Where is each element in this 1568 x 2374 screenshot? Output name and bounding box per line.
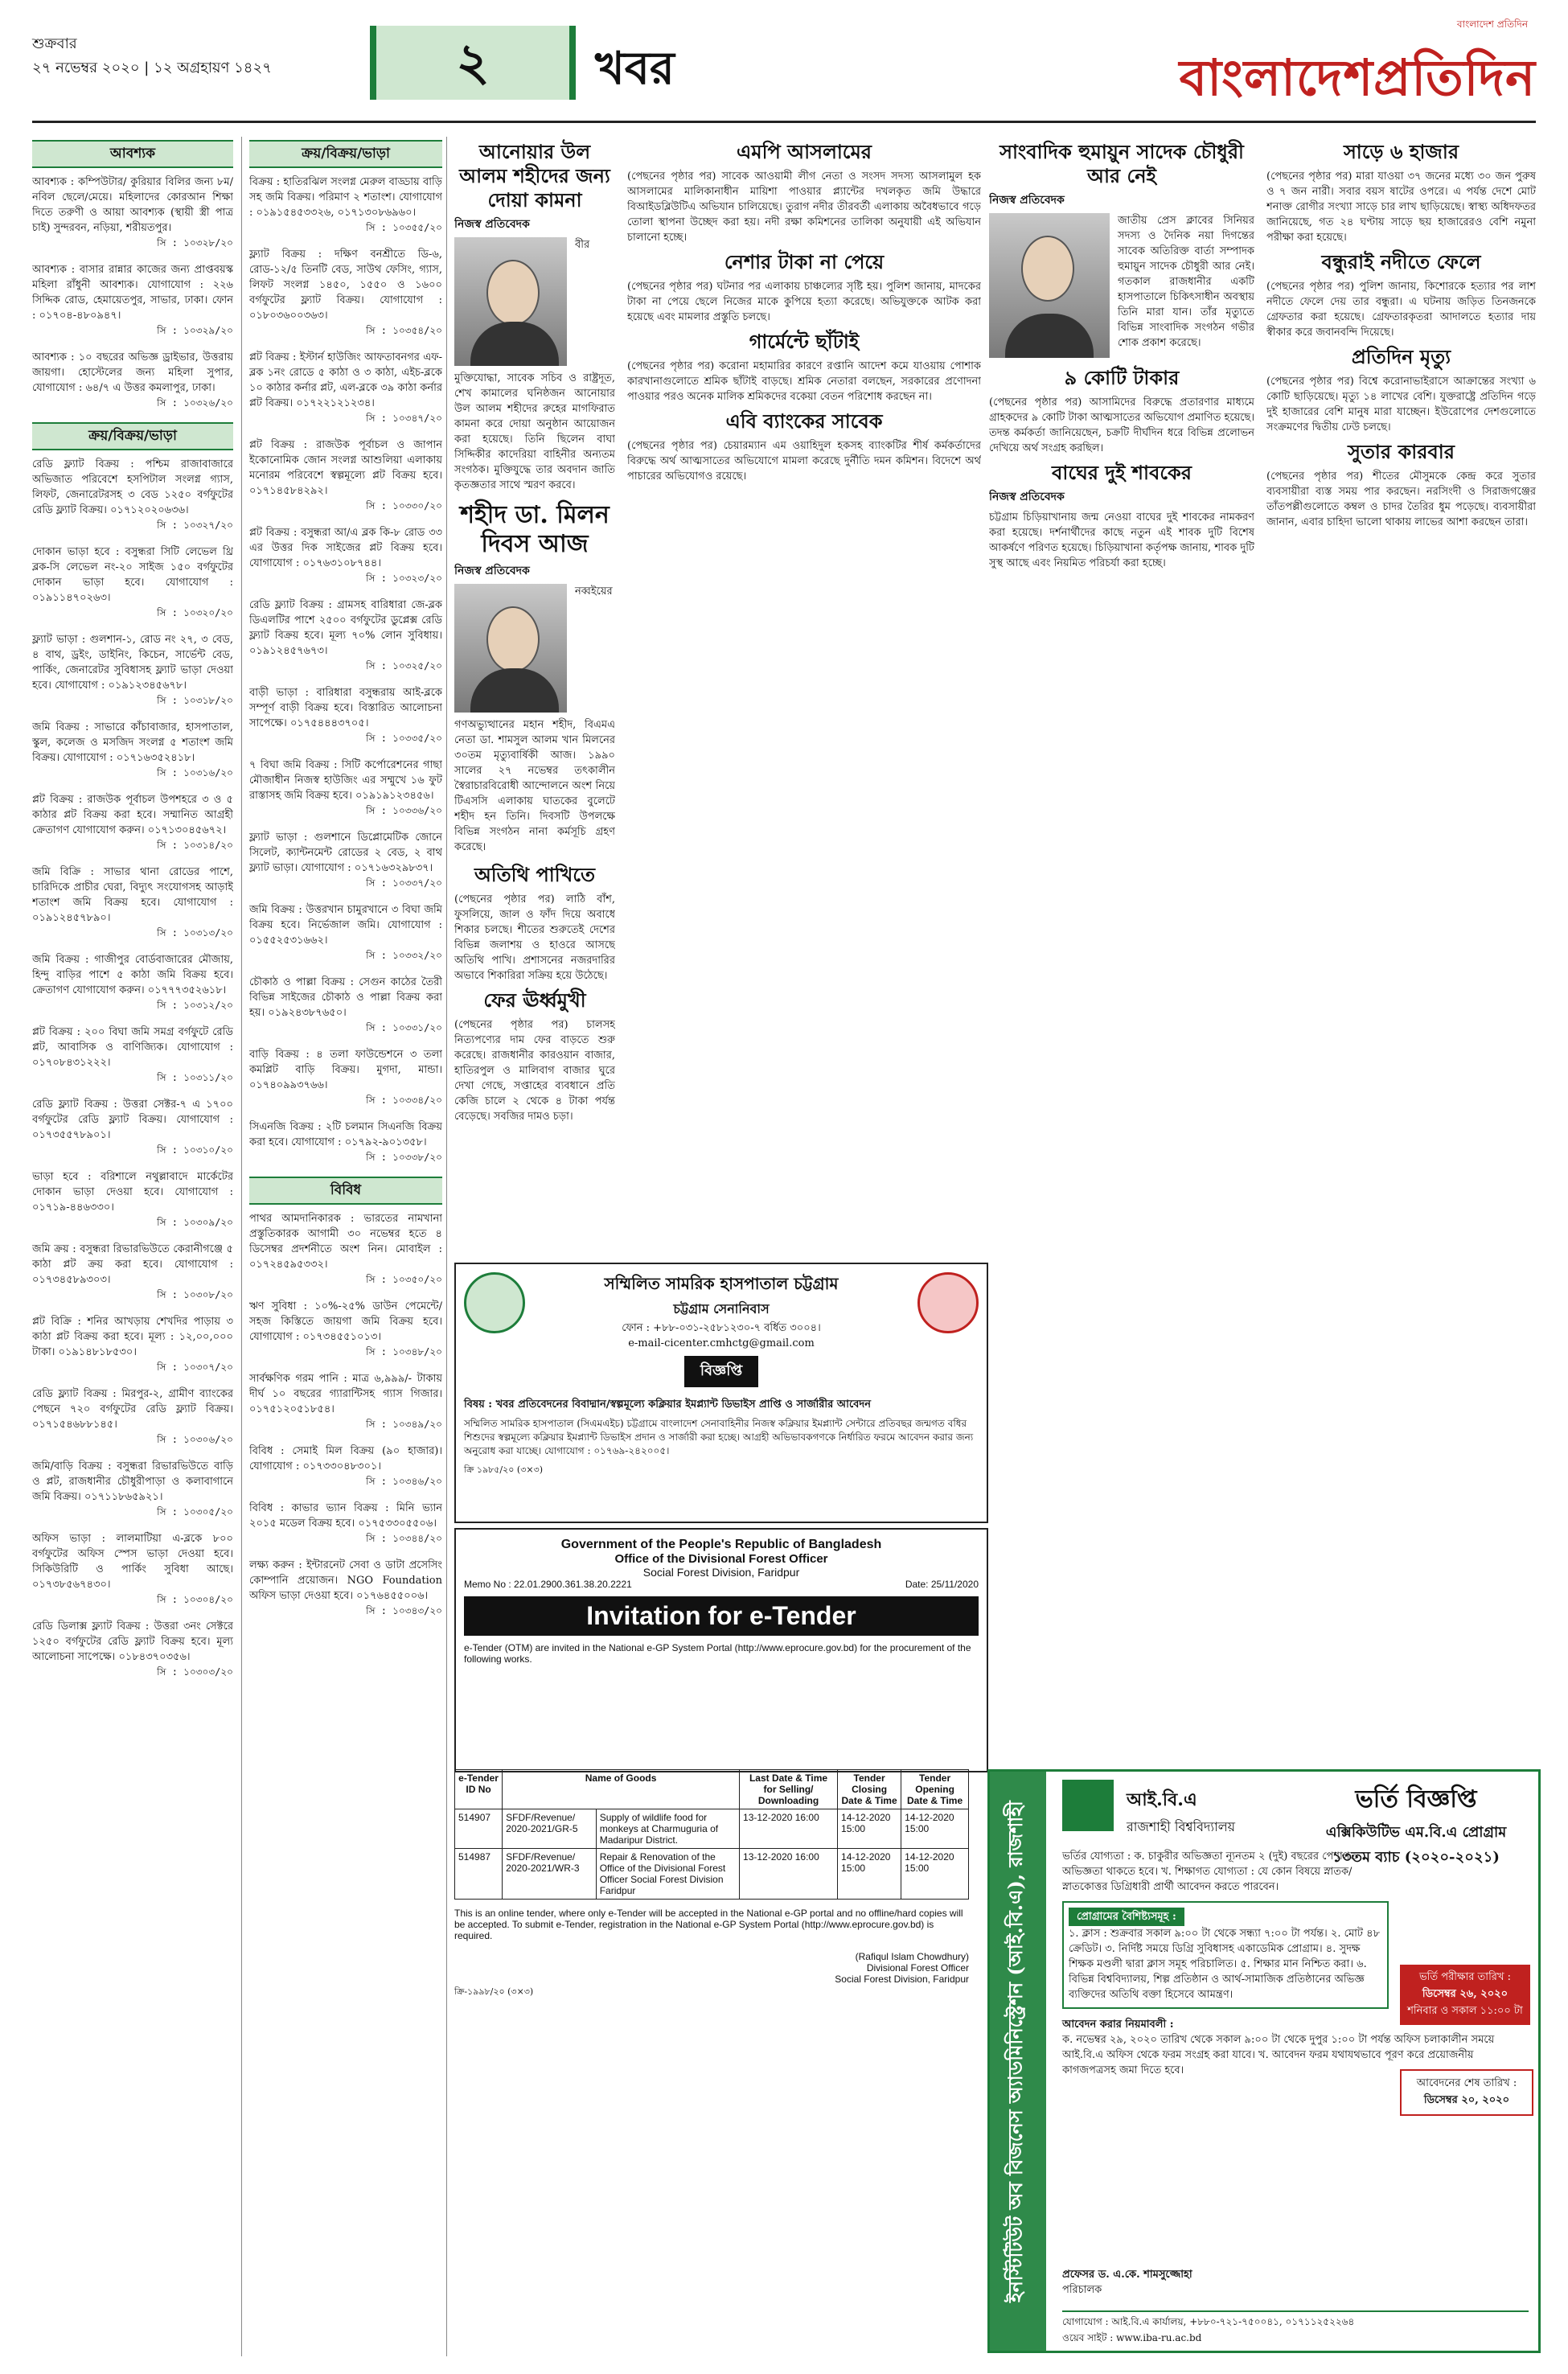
signer-name: (Rafiqul Islam Chowdhury) — [855, 1951, 969, 1962]
headline-milon: শহীদ ডা. মিলন দিবস আজ — [460, 501, 610, 558]
ad-reference: সি : ১০৩২৩/২০ — [366, 573, 442, 584]
table-row — [455, 1849, 969, 1900]
ad-list — [249, 175, 442, 1165]
portrait-photo — [454, 237, 567, 366]
classified-ad — [249, 1299, 442, 1360]
classified-ad — [32, 720, 233, 781]
table-cell: Supply of wildlife food for monkeys at Charmuguria of Madaripur District. — [596, 1809, 739, 1849]
etender-table-area — [454, 1769, 969, 2348]
admission-university: রাজশাহী বিশ্ববিদ্যালয় — [1127, 1819, 1236, 1834]
table-header-cell: Tender Closing Date & Time — [838, 1770, 901, 1809]
classified-ad — [249, 247, 442, 339]
apply-rules: ক. নভেম্বর ২৯, ২০২০ তারিখ থেকে সকাল ৯:০০ টা থেকে দুপুর ১:০০ টা পর্যন্ত অফিস চলাকালীন সময়ে আই.বি.এ অফিস থেকে ফরম সংগ্রহ করা যাবে। খ. আবেদন ফরম যথাযথভাবে পূরণ করে প্রয়োজনীয় কাগজপত্রসহ জমা দিতে হবে। — [1062, 2034, 1495, 2076]
etender-division: Social Forest Division, Faridpur — [642, 1566, 800, 1579]
ad-text: বাড়ি বিক্রয় : ৪ তলা ফাউন্ডেশনে ৩ তলা কমপ্লিট বাড়ি বিক্রয়। মুগদা, মান্ডা। ০১৭৪০৯৯৩৭৬৬। — [249, 1049, 442, 1091]
newspaper-logo — [1134, 18, 1536, 114]
ad-list — [249, 1211, 442, 1619]
ad-reference: সি : ১০৩৫০/২০ — [366, 1274, 442, 1285]
admission-footer — [1062, 2310, 1529, 2351]
exam-date-label: ভর্তি পরীক্ষার তারিখ : — [1418, 1971, 1511, 1983]
article-body: (পেছনের পৃষ্ঠার পর) ঘটনার পর এলাকায় চাঞ্চল্যের সৃষ্টি হয়। পুলিশ জানায়, মাদকের টাকা না পেয়ে ছেলে নিজের মাকে কুপিয়ে হত্যা করেছে। অভিযুক্তকে আটক করা হয়েছে এবং মামলার প্রস্তুতি চলছে। — [627, 281, 981, 323]
ad-text: রেডি ফ্ল্যাট বিক্রয় : পশ্চিম রাজাবাজারে অভিজাত পরিবেশে হসপিটাল সংলগ্ন গ্যাস, লিফট, জেনারেটরসহ ৩ বেড ১২৫০ বর্গফুটের রেডি ফ্ল্যাট বিক্রয়। ০১৭১২০২০৬৩৬। — [32, 458, 233, 516]
ad-text: রেডি ফ্ল্যাট বিক্রয় : গ্রামসহ বারিধারা জে-ব্লক ডিএলটির পাশে ২৫০০ বর্গফুটের ডুপ্লেক্স রেডি ফ্ল্যাট বিক্রয় হবে। মূল্য ৭০% লোন সুবিধায়। ০১৯১২৪৫৭৬৭৩। — [249, 599, 442, 657]
table-cell: Repair & Renovation of the Office of the Divisional Forest Officer Social Forest Division Faridpur — [596, 1849, 739, 1900]
ad-reference: সি : ১০৩৪৩/২০ — [366, 1605, 442, 1616]
classified-ad — [249, 975, 442, 1036]
byline: নিজস্ব প্রতিবেদক — [454, 218, 530, 231]
classified-ad — [249, 525, 442, 586]
ad-reference: সি : ১০৩২৯/২০ — [157, 325, 233, 336]
classified-ad — [32, 350, 233, 411]
ad-text: জমি ক্রয় : বসুন্ধরা রিভারভিউতে কেরানীগঞ্জে ৫ কাঠা প্লট ক্রয় করা হবে। যোগাযোগ : ০১৭৩৪৫৮৯৩০৩। — [32, 1243, 233, 1286]
ad-text: দোকান ভাড়া হবে : বসুন্ধরা সিটি লেভেল থ্রি ব্লক-সি লেভেল নং-২০ সাইজ ১৫০ বর্গফুটের দোকান ভাড়া হবে। যোগাযোগ : ০১৯১১৪৭০২৬৩। — [32, 546, 233, 604]
masthead-divider — [32, 121, 1536, 123]
ad-reference: সি : ১০৩৩৫/২০ — [366, 733, 442, 744]
classified-ad — [32, 457, 233, 533]
table-header-cell: Last Date & Time for Selling/ Downloading — [740, 1770, 838, 1809]
ad-reference: সি : ১০৩৩৮/২০ — [366, 1152, 442, 1163]
admission-title: ভর্তি বিজ্ঞপ্তি — [1355, 1785, 1477, 1813]
article-body: জাতীয় প্রেস ক্লাবের সিনিয়র সদস্য ও দৈনিক নয়া দিগন্তের সাবেক অতিরিক্ত বার্তা সম্পাদক হুমায়ুন সাদেক চৌধুরী আর নেই। গতকাল রাজধানীর একটি হাসপাতালে চিকিৎসাধীন অবস্থায় তিনি মারা যান। তাঁর মৃত্যুতে বিভিন্ন সাংবাদিক সংগঠন গভীর শোক প্রকাশ করেছে। — [1118, 215, 1254, 349]
headline-shitkal: অতিথি পাখিতে — [474, 863, 595, 886]
ad-text: রেডি ডিলাক্স ফ্ল্যাট বিক্রয় : উত্তরা ৩নং সেক্টরে ১২৫০ বর্গফুটের রেডি ফ্ল্যাট বিক্রয় হবে। মূল্য আলোচনা সাপেক্ষে। ০১৮৪৩৭০৩৫৬। — [32, 1620, 233, 1663]
classifieds-column-2 — [249, 137, 442, 2356]
ad-reference: সি : ১০৩৩০/২০ — [366, 500, 442, 511]
etender-memo: Memo No : 22.01.2900.361.38.20.2221 — [464, 1579, 632, 1590]
iba-logo-icon — [1062, 1780, 1114, 1831]
ad-text: আবশ্যক : ১০ বছরের অভিজ্ঞ ড্রাইভার, উত্তরায় জায়গা। হোস্টেলের জন্য মহিলা সুপার, যোগাযোগ : ৬৪/৭ এ উত্তর কমলাপুর, ঢাকা। — [32, 351, 233, 394]
etender-table — [454, 1769, 969, 1900]
ad-text: প্লট বিক্রয় : রাজউক পূর্বাচল ও জাপান ইকোনোমিক জোন সংলগ্ন আশুলিয়া এলাকায় মনোরম পরিবেশে স্বল্পমূল্যে প্লট বিক্রয় হবে। ০১৭১৪৫৮৪২৯২। — [249, 439, 442, 497]
page-number: ২ — [370, 26, 576, 100]
ad-reference: সি : ১০৩০৪/২০ — [157, 1594, 233, 1605]
portrait-photo — [454, 584, 567, 713]
classified-ad — [32, 1386, 233, 1448]
classified-ad — [249, 830, 442, 891]
etender-title: Invitation for e-Tender — [464, 1596, 979, 1636]
news-column-a — [454, 137, 615, 1375]
admission-web: ওয়েব সাইট : www.iba-ru.ac.bd — [1062, 2332, 1202, 2343]
table-cell: 514907 — [455, 1809, 503, 1849]
classified-ad — [32, 175, 233, 251]
etender-ref: ক্রি-১৯৯৮/২০ (৩×৩) — [454, 1986, 534, 1997]
category-heading: ক্রয়/বিক্রয়/ভাড়া — [32, 422, 233, 450]
ad-text: পাথর আমদানিকারক : ভারতের নামখানা প্রস্তুতিকারক আগামী ৩০ নভেম্বর হতে ৪ ডিসেম্বর প্রদর্শনীতে অংশ নিন। মোবাইল : ০১৭২৪৫৯৫৩৩২। — [249, 1213, 442, 1271]
article-body: বীর মুক্তিযোদ্ধা, সাবেক সচিব ও রাষ্ট্রদূত, শেখ কামালের ঘনিষ্ঠজন আনোয়ার উল আলম শহীদের রুহের মাগফিরাত কামনা করে দোয়া অনুষ্ঠান আয়োজন করা হয়েছে। তিনি ছিলেন বাঘা সিদ্দিকীর কাদেরিয়া বাহিনীর অন্যতম সংগঠক। মুক্তিযুদ্ধে তার অবদান জাতি কৃতজ্ঞতার সাথে স্মরণ করবে। — [454, 239, 615, 491]
ad-text: প্লট বিক্রি : শনির আখড়ায় শেখদির পাড়ায় ৩ কাঠা প্লট বিক্রয় করা হবে। মূল্য : ১২,০০,০০০ টাকা। ০১৯১৪৮১৮৫৩০। — [32, 1316, 233, 1358]
classified-ad — [32, 792, 233, 853]
director-name: প্রফেসর ড. এ.কে. শামসুজ্জোহা — [1062, 2269, 1192, 2281]
ad-reference: সি : ১০৩১০/২০ — [157, 1144, 233, 1156]
table-header-cell: e-Tender ID No — [455, 1770, 503, 1809]
ad-text: সিএনজি বিক্রয় : ২টি চলমান সিএনজি বিক্রয় করা হবে। যোগাযোগ : ০১৭৯২-৯০১৩৫৮। — [249, 1121, 442, 1148]
classified-ad — [249, 685, 442, 746]
ad-text: বিক্রয় : হাতিরঝিল সংলগ্ন মেরুল বাড্ডায় বাড়ি সহ জমি বিক্রয়। পরিমাণ ২ শতাংশ। যোগাযোগ : ০১৯১৫৪৫৩৩২৬, ০১৭১৩০৮৬৯৬০। — [249, 176, 442, 219]
table-row — [455, 1809, 969, 1849]
ad-reference: সি : ১০৩৩১/২০ — [366, 1022, 442, 1033]
ad-reference: সি : ১০৩৫৪/২০ — [366, 325, 442, 336]
sidebar-text: ইনস্টিটিউট অব বিজনেস অ্যাডমিনিস্ট্রেশন (আই.বি.এ), রাজশাহী — [1004, 1801, 1027, 2302]
etender-notice — [454, 1528, 988, 1772]
classified-ad — [32, 262, 233, 339]
article-body: (পেছনের পৃষ্ঠার পর) চালসহ নিত্যপণ্যের দাম ফের বাড়তে শুরু করেছে। রাজধানীর কারওয়ান বাজার, হাতিরপুল ও মালিবাগ বাজার ঘুরে দেখা গেছে, সপ্তাহের ব্যবধানে প্রতি কেজি চালে ২ থেকে ৪ টাকা পর্যন্ত বেড়েছে। সবজির দামও চড়া। — [454, 1019, 615, 1123]
ad-reference: সি : ১০৩৪৮/২০ — [366, 1346, 442, 1357]
classifieds-column-1 — [32, 137, 233, 2356]
features-list: ১. ক্লাস : শুক্রবার সকাল ৯:০০ টা থেকে সন্ধ্যা ৭:০০ টা পর্যন্ত। ২. মোট ৪৮ ক্রেডিট। ৩. নির্দিষ্ট সময়ে ডিগ্রি সুবিধাসহ একাডেমিক প্রোগ্রাম। ৪. সুদক্ষ শিক্ষক মণ্ডলী দ্বারা ক্লাস সমূহ পরিচালিত। ৫. শিক্ষার মান নিশ্চিত করা। ৬. বিভিন্ন বিশ্ববিদ্যালয়, শিল্প প্রতিষ্ঠান ও আর্থ-সামাজিক প্রতিষ্ঠানের অভিজ্ঞ ব্যক্তিদের অতিথি বক্তা হিসেবে আমন্ত্রণ। — [1069, 1928, 1381, 2001]
headline-protidin: প্রতিদিন মৃত্যু — [1351, 345, 1451, 368]
classified-ad — [249, 902, 442, 963]
army-emblem-icon — [464, 1272, 525, 1333]
logo-wordmark: বাংলাদেশপ্রতিদিন — [1179, 48, 1536, 107]
classified-ad — [32, 1097, 233, 1158]
article-body: নব্বইয়ের গণঅভ্যুত্থানের মহান শহীদ, বিএমএ নেতা ডা. শামসুল আলম খান মিলনের ৩০তম মৃত্যুবার্ষিকী আজ। ১৯৯০ সালের ২৭ নভেম্বর তৎকালীন স্বৈরাচারবিরোধী আন্দোলনে অংশ নিয়ে টিএসসি এলাকায় ঘাতকের বুলেটে শহীদ হন তিনি। দিবসটি উপলক্ষে বিভিন্ন সংগঠন নানা কর্মসূচি গ্রহণ করেছে। — [454, 585, 615, 853]
ad-text: জমি/বাড়ি বিক্রয় : বসুন্ধরা রিভারভিউতে বাড়ি ও প্লট, রাজধানীর চৌধুরীপাড়া ও কলাবাগানে জমি বিক্রয়। ০১৭১১৮৬৫৯২১। — [32, 1460, 233, 1503]
admission-notice — [987, 1769, 1541, 2353]
notice-body: সম্মিলিত সামরিক হাসপাতাল (সিএমএইচ) চট্টগ্রামে বাংলাদেশ সেনাবাহিনীর নিজস্ব কক্লিয়ার ইমপ্ল্যান্ট সেন্টারে প্রতিবছর জন্মগত বধির শিশুদের স্বল্পমূল্যে কক্লিয়ার ইমপ্ল্যান্ট ডিভাইস প্রদান ও সার্জারী করা হচ্ছে। আগ্রহী অভিভাবকগণকে নির্ধারিত ফরমে আবেদন করার জন্য অনুরোধ করা যাচ্ছে। যোগাযোগ : ০১৭৬৯-২৪২০০৫। — [464, 1418, 974, 1456]
exam-date-box — [1400, 1965, 1530, 2025]
admission-eligibility: ভর্তির যোগ্যতা : ক. চাকুরীর অভিজ্ঞতা ন্যূনতম ২ (দুই) বছরের পেশাগত অভিজ্ঞতা থাকতে হবে। খ. শিক্ষাগত যোগ্যতা : যে কোন বিষয়ে স্নাতক/স্নাতকোত্তর ডিগ্রিধারী প্রার্থী আবেদন করতে পারবেন। — [1062, 1850, 1358, 1893]
ad-reference: সি : ১০৩৪৪/২০ — [366, 1533, 442, 1544]
ad-reference: সি : ১০৩১৩/২০ — [157, 927, 233, 939]
table-cell: 13-12-2020 16:00 — [740, 1849, 838, 1900]
table-cell: 514987 — [455, 1849, 503, 1900]
ad-text: জমি বিক্রয় : উত্তরখান চামুরখানে ৩ বিঘা জমি বিক্রয় হবে। নির্ভেজাল জমি। যোগাযোগ : ০১৫৫২৫৩১৬৬২। — [249, 904, 442, 947]
admission-sidebar — [990, 1772, 1046, 2351]
table-cell: 14-12-2020 15:00 — [838, 1849, 901, 1900]
ad-reference: সি : ১০৩০৯/২০ — [157, 1217, 233, 1228]
news-column-b — [627, 137, 981, 1375]
ad-text: প্লট বিক্রয় : রাজউক পূর্বাচল উপশহরে ৩ ও ৫ কাঠার প্লট বিক্রয় করা হবে। সম্মানিত আগ্রহী ক্রেতাগণ যোগাযোগ করুন। ০১৭১৩০৪৫৬৭২। — [32, 794, 233, 836]
section-title: খবর — [595, 42, 675, 95]
ad-reference: সি : ১০৩০৫/২০ — [157, 1506, 233, 1518]
admission-contact: যোগাযোগ : আই.বি.এ কার্যালয়, +৮৮০-৭২১-৭৫০০৪১, ০১৭১১২৫২২৬৪ — [1062, 2316, 1355, 2327]
classified-ad — [249, 758, 442, 819]
ad-text: আবশ্যক : কম্পিউটার/ কুরিয়ার বিলির জন্য ৮ম/নবিল ছেলে/মেয়ে। মহিলাদের কোরআন শিক্ষা দিতে তরুণী ও আয়া আবশ্যক (স্থায়ী স্ত্রী পাত্র চাই) সুন্দরবন, নড়িয়া, শরীয়তপুর। — [32, 176, 233, 234]
ad-text: রেডি ফ্ল্যাট বিক্রয় : মিরপুর-২, গ্রামীণ ব্যাংকের পেছনে ৭২০ বর্গফুটের রেডি ফ্ল্যাট বিক্রয়। ০১৭১৫৪৬৮৮১৪৫। — [32, 1388, 233, 1431]
classified-ad — [249, 1558, 442, 1619]
classified-ad — [249, 1119, 442, 1165]
byline: নিজস্ব প্রতিবেদক — [989, 194, 1065, 207]
ad-text: প্লট বিক্রয় : ২০০ বিঘা জমি সমগ্র বর্গফুটে রেডি প্লট, আবাসিক ও বাণিজ্যিক। যোগাযোগ : ০১৭০৮৪৩১২২২। — [32, 1026, 233, 1069]
ad-reference: সি : ১০৩৪৯/২০ — [366, 1419, 442, 1430]
classified-ad — [32, 544, 233, 621]
headline-bagh: বাঘের দুই শাবকের — [1052, 461, 1192, 484]
ad-text: সার্বক্ষণিক গরম পানি : মাত্র ৬,৯৯৯/- টাকায় দীর্ঘ ১০ বছরের গ্যারান্টিসহ গ্যাস গিজার। ০১৭৫১২০৫১৮৫৪। — [249, 1373, 442, 1415]
category-heading: আবশ্যক — [32, 140, 233, 168]
article-body: চট্টগ্রাম চিড়িয়াখানায় জন্ম নেওয়া বাঘের দুই শাবকের নামকরণ করা হয়েছে। দর্শনার্থীদের কাছে নতুন এই শাবক দুটি বিশেষ আকর্ষণে পরিণত হয়েছে। চিড়িয়াখানা কর্তৃপক্ষ জানায়, শাবক দুটি সুস্থ আছে এবং নিয়মিত পরিচর্যা করা হচ্ছে। — [989, 511, 1254, 569]
hospital-emblem-icon — [917, 1272, 979, 1333]
weekday: শুক্রবার — [32, 35, 77, 52]
classified-ad — [249, 1501, 442, 1546]
admission-batch: ১৩তম ব্যাচ (২০২০-২০২১) — [1332, 1849, 1500, 1866]
headline-obit: আনোয়ার উল আলম শহীদের জন্য দোয়া কামনা — [459, 140, 610, 212]
apply-label: আবেদন করার নিয়মাবলী : — [1062, 2019, 1174, 2031]
notice-org2: চট্টগ্রাম সেনানিবাস — [673, 1301, 770, 1316]
table-cell: 14-12-2020 15:00 — [838, 1809, 901, 1849]
notice-phone: ফোন : +৮৮-০৩১-২৫৮১২৩০-৭ বর্ধিত ৩০০৪। — [622, 1322, 821, 1334]
article-body: (পেছনের পৃষ্ঠার পর) শীতের মৌসুমকে কেন্দ্র করে সুতার ব্যবসায়ীরা ব্যস্ত সময় পার করছেন। নরসিংদী ও সিরাজগঞ্জের তাঁতপল্লীগুলোতে কম্বল ও চাদর তৈরির ধুম পড়েছে। ব্যবসায়ীরা জানান, এবার চাহিদা ভালো থাকায় লাভের আশা করছেন তারা। — [1266, 470, 1536, 528]
ad-text: জমি বিক্রয় : সাভারে কাঁচাবাজার, হাসপাতাল, স্কুল, কলেজ ও মসজিদ সংলগ্ন ৫ শতাংশ জমি বিক্রয়। যোগাযোগ : ০১৭১৬৩৫২৪১৮। — [32, 721, 233, 764]
ad-text: বিবিধ : সেমাই মিল বিক্রয় (৯০ হাজার)। যোগাযোগ : ০১৭৩৩০৪৮৩০১। — [249, 1445, 442, 1472]
notice-email: e-mail-cicenter.cmhctg@gmail.com — [628, 1337, 815, 1349]
portrait-photo — [989, 213, 1110, 358]
date: ২৭ নভেম্বর ২০২০ | ১২ অগ্রহায়ণ ১৪২৭ — [32, 60, 272, 76]
table-cell: 14-12-2020 15:00 — [901, 1849, 969, 1900]
article-body: (পেছনের পৃষ্ঠার পর) পুলিশ জানায়, কিশোরকে হত্যার পর লাশ নদীতে ফেলে দেয় তার বন্ধুরা। এ ঘটনায় জড়িত তিনজনকে গ্রেফতার করা হয়েছে। গ্রেফতারকৃতরা আদালতে হত্যার দায় স্বীকার করে জবানবন্দি দিয়েছে। — [1266, 281, 1536, 339]
admission-program: এক্সিকিউটিভ এম.বি.এ প্রোগ্রাম — [1325, 1824, 1507, 1841]
article-body: (পেছনের পৃষ্ঠার পর) করোনা মহামারির কারণে রপ্তানি আদেশ কমে যাওয়ায় পোশাক কারখানাগুলোতে শ্রমিক ছাঁটাই বাড়ছে। শ্রমিক নেতারা বলছেন, সরকারের প্রণোদনা পাওয়ার পরও অনেক মালিক শ্রমিকদের বকেয়া বেতন পরিশোধ করছেন না। — [627, 360, 981, 403]
ad-reference: সি : ১০৩৪৬/২০ — [366, 1476, 442, 1487]
ad-text: বাড়ী ভাড়া : বারিধারা বসুন্ধরায় আই-ব্লকে সম্পূর্ণ বাড়ী বিক্রয় হবে। বিস্তারিত আলোচনা সাপেক্ষে। ০১৭৫৪৪৪৩৭০৫। — [249, 687, 442, 729]
ad-list — [32, 175, 233, 411]
ad-text: জমি বিক্রয় : গাজীপুর বোর্ডবাজারের মৌজায়, হিন্দু বাড়ির পাশে ৫ কাঠা জমি বিক্রয় হবে। ক্রেতাগণ যোগাযোগ করুন। ০১৭৭৭৩৫২৬১৮। — [32, 954, 233, 996]
features-label: প্রোগ্রামের বৈশিষ্ট্যসমূহ : — [1069, 1908, 1184, 1926]
table-cell: SFDF/Revenue/ 2020-2021/GR-5 — [503, 1809, 597, 1849]
headline-mp: এমপি আসলামের — [737, 140, 872, 163]
ad-reference: সি : ১০৩২৭/২০ — [157, 520, 233, 531]
classified-ad — [249, 1371, 442, 1432]
notice-org: সম্মিলিত সামরিক হাসপাতাল চট্টগ্রাম — [604, 1274, 839, 1293]
table-header-cell: Name of Goods — [503, 1770, 740, 1809]
exam-date-value: ডিসেম্বর ২৬, ২০২০ — [1422, 1988, 1508, 2000]
classified-ad — [32, 1169, 233, 1230]
etender-footer: This is an online tender, where only e-Tender will be accepted in the National e-GP portal and no offline/hard copies will be accepted. To submit e-Tender, registration in the National e-GP System Portal (http://www.eprocure.gov.bd) is required. — [454, 1908, 963, 1941]
admission-org: আই.বি.এ — [1127, 1789, 1197, 1810]
ad-list — [32, 457, 233, 1680]
article-body: (পেছনের পৃষ্ঠার পর) চেয়ারম্যান এম ওয়াহিদুল হকসহ ব্যাংকটির শীর্ষ কর্মকর্তাদের বিরুদ্ধে অর্থ আত্মসাতের অভিযোগে মামলা করেছে দুর্নীতি দমন কমিশন। বিদেশে অর্থ পাচারের অভিযোগও রয়েছে। — [627, 440, 981, 483]
ad-text: প্লট বিক্রয় : বসুন্ধরা আ/এ ব্লক কি-৮ রোড ৩৩ এর উত্তর দিক সাইজের প্লট বিক্রয় হবে। যোগাযোগ : ০১৭৬৩১০৮৭৪৪। — [249, 527, 442, 569]
ad-text: ৭ বিঘা জমি বিক্রয় : সিটি কর্পোরেশনের গাছা মৌজাধীন নিজস্ব হাউজিং এর সম্মুখে ১৬ ফুট রাস্তাসহ জমি বিক্রয় হবে। ০১৯১৯১২৩৪৫৬। — [249, 759, 442, 802]
ad-text: অফিস ভাড়া : লালমাটিয়া এ-ব্লকে ৮০০ বর্গফুটের অফিস স্পেস ভাড়া দেওয়া হবে। সিকিউরিটি ও পার্কিং সুবিধা আছে। ০১৭৩৮৫৬৭৪৩০। — [32, 1533, 233, 1591]
exam-date-time: শনিবার ও সকাল ১১:০০ টা — [1407, 2005, 1523, 2017]
ad-reference: সি : ১০৩০৭/২০ — [157, 1362, 233, 1373]
classified-ad — [32, 632, 233, 709]
article-body: (পেছনের পৃষ্ঠার পর) মারা যাওয়া ৩৭ জনের মধ্যে ৩০ জন পুরুষ ও ৭ জন নারী। সবার বয়স ষাটের ওপরে। এ পর্যন্ত দেশে মোট শনাক্ত রোগীর সংখ্যা সাড়ে চার লাখ ছাড়িয়েছে। স্বাস্থ্য অধিদফতর জানিয়েছে, গত ২৪ ঘণ্টায় সাড়ে ছয় হাজারেরও বেশি নমুনা পরীক্ষা করা হয়েছে। — [1266, 170, 1536, 244]
classified-ad — [32, 1619, 233, 1680]
headline-bondi: বন্ধুরাই নদীতে ফেলে — [1321, 250, 1481, 273]
news-column-d — [1266, 137, 1536, 1761]
classified-ad — [32, 1531, 233, 1608]
article-body: (পেছনের পৃষ্ঠার পর) সাবেক আওয়ামী লীগ নেতা ও সংসদ সদস্য আসলামুল হক আসলামের মালিকানাধীন মায়িশা পাওয়ার প্ল্যান্টের দখলকৃত জমি উদ্ধারে বিআইডব্লিউটিএ অভিযান চালিয়েছে। তুরাগ নদীর তীরবর্তী এলাকায় অবৈধভাবে গড়ে তোলা স্থাপনা উচ্ছেদ করা হয়। নদী রক্ষা কমিশনের তালিকা অনুযায়ী এই অভিযান চালানো হচ্ছে। — [627, 170, 981, 244]
column-divider — [241, 137, 242, 2356]
ad-reference: সি : ১০৩৩৪/২০ — [366, 1095, 442, 1106]
deadline-label: আবেদনের শেষ তারিখ : — [1416, 2077, 1517, 2089]
ad-reference: সি : ১০৩২০/২০ — [157, 607, 233, 618]
deadline-value: ডিসেম্বর ২০, ২০২০ — [1423, 2094, 1510, 2106]
classified-ad — [249, 1211, 442, 1288]
headline-garments: গার্মেন্টে ছাঁটাই — [749, 330, 860, 353]
classified-ad — [32, 1459, 233, 1520]
category-heading: ক্রয়/বিক্রয়/ভাড়া — [249, 140, 442, 168]
headline-sare6: সাড়ে ৬ হাজার — [1343, 140, 1459, 163]
ad-reference: সি : ১০৩২৬/২০ — [157, 397, 233, 409]
article-body: (পেছনের পৃষ্ঠার পর) লাঠি বাঁশ, ফুসলিয়ে, জাল ও ফাঁদ দিয়ে অবাধে শিকার চলছে। শীতের শুরুতেই দেশের বিভিন্ন জলাশয় ও হাওরে আসছে অতিথি পাখি। প্রশাসনের নজরদারির অভাবে শিকারিরা সক্রিয় হয়ে উঠেছে। — [454, 893, 615, 982]
ad-reference: সি : ১০৩৫৫/২০ — [366, 222, 442, 233]
ad-text: লক্ষ্য করুন : ইন্টারনেট সেবা ও ডাটা প্রসেসিং কোম্পানি প্রয়োজন। NGO Foundation অফিস ভাড়া দেওয়া হবে। ০১৭৬৪৫৫০০৬। — [249, 1559, 442, 1602]
byline: নিজস্ব প্রতিবেদক — [454, 565, 530, 577]
ad-reference: সি : ১০৩৩৬/২০ — [366, 805, 442, 816]
table-cell: SFDF/Revenue/ 2020-2021/WR-3 — [503, 1849, 597, 1900]
logo-tagline: বাংলাদেশ প্রতিদিন — [1456, 18, 1528, 30]
ad-reference: সি : ১০৩১১/২০ — [157, 1072, 233, 1083]
headline-nesha: নেশার টাকা না পেয়ে — [724, 250, 885, 273]
notice-subject: বিষয় : খবর প্রতিবেদনের বিবাদ্মান/স্বল্পমূল্যে কক্লিয়ার ইমপ্ল্যান্ট ডিভাইস প্রাপ্তি ও সার্জারীর আবেদন — [464, 1399, 871, 1411]
classified-ad — [32, 1242, 233, 1303]
byline: নিজস্ব প্রতিবেদক — [989, 491, 1065, 503]
classified-ad — [249, 598, 442, 674]
ad-reference: সি : ১০৩৩২/২০ — [366, 950, 442, 961]
ad-text: রেডি ফ্ল্যাট বিক্রয় : উত্তরা সেক্টর-৭ এ ১৭০০ বর্গফুটের রেডি ফ্ল্যাট বিক্রয়। যোগাযোগ : ০১৭৩৫৫৭৮৯০১। — [32, 1099, 233, 1141]
cmh-notice — [454, 1263, 988, 1523]
classified-ad — [249, 1047, 442, 1108]
signer-office: Social Forest Division, Faridpur — [835, 1974, 969, 1985]
classified-ad — [249, 175, 442, 236]
ad-text: ফ্ল্যাট বিক্রয় : দক্ষিণ বনশ্রীতে ডি-৬, রোড-১২/৫ তিনটি বেড, সাউথ ফেসিং, গ্যাস, লিফট সংলগ্ন ১৪৫০, ১৫৫০ ও ১৬০০ বর্গফুটের ফ্ল্যাট বিক্রয়। যোগাযোগ : ০১৮০৩৬০০৩৬৩। — [249, 248, 442, 322]
ad-reference: সি : ১০৩০৬/২০ — [157, 1434, 233, 1445]
table-cell: 13-12-2020 16:00 — [740, 1809, 838, 1849]
headline-suta: সুতার কারবার — [1348, 440, 1455, 463]
ad-text: ভাড়া হবে : বরিশালে নথুল্লাবাদে মার্কেটের দোকান ভাড়া দেওয়া হবে। যোগাযোগ : ০১৭১৯-৪৪৬৩৩০। — [32, 1171, 233, 1214]
ad-text: জমি বিক্রি : সাভার থানা রোডের পাশে, চারিদিকে প্রাচীর ঘেরা, বিদ্যুৎ সংযোগসহ আড়াই শতাংশ জমি বিক্রয় হবে। যোগাযোগ : ০১৯১২৪৫৭৮৯০। — [32, 866, 233, 924]
table-cell: 14-12-2020 15:00 — [901, 1809, 969, 1849]
ad-reference: সি : ১০৩৪৭/২০ — [366, 413, 442, 424]
notice-banner: বিজ্ঞপ্তি — [684, 1356, 758, 1387]
etender-gov: Government of the People's Republic of Bangladesh — [560, 1538, 882, 1551]
ad-reference: সি : ১০৩০৩/২০ — [157, 1666, 233, 1678]
ad-reference: সি : ১০৩২৫/২০ — [366, 660, 442, 672]
dateline — [32, 32, 272, 80]
ad-text: ঋণ সুবিধা : ১০%-২৫% ডাউন পেমেন্টে/সহজ কিস্তিতে জায়গা জমি বিক্রয় হবে। যোগাযোগ : ০১৭৩৪৫৫১০১৩। — [249, 1300, 442, 1343]
headline-ebank: এবি ব্যাংকের সাবেক — [725, 409, 883, 433]
ad-reference: সি : ১০৩০৮/২০ — [157, 1289, 233, 1300]
deadline-box — [1400, 2069, 1533, 2116]
category-heading: বিবিধ — [249, 1177, 442, 1205]
classified-ad — [32, 952, 233, 1013]
table-header-cell: Tender Opening Date & Time — [901, 1770, 969, 1809]
ad-reference: সি : ১০৩১৬/২০ — [157, 767, 233, 778]
classified-ad — [32, 1314, 233, 1375]
ad-text: ফ্ল্যাট ভাড়া : গুলশানে ডিপ্লোমেটিক জোনে সিলেট, ক্যান্টনমেন্ট রোডের ২ বেড, ২ বাথ ফ্ল্যাট ভাড়া। যোগাযোগ : ০১৭১৬৩২৯৮৩৭। — [249, 832, 442, 874]
director-title: পরিচালক — [1062, 2284, 1102, 2296]
ad-reference: সি : ১০৩২৮/২০ — [157, 237, 233, 248]
ad-text: চৌকাঠ ও পাল্লা বিক্রয় : সেগুন কাঠের তৈরী বিভিন্ন সাইজের চৌকাঠ ও পাল্লা বিক্রয় করা হয়। ০১৯২৪৩৮৭৬৫০। — [249, 976, 442, 1019]
ad-reference: সি : ১০৩১৪/২০ — [157, 840, 233, 851]
etender-intro: e-Tender (OTM) are invited in the National e-GP System Portal (http://www.eprocure.gov.bd) for the procurement of the following works. — [464, 1642, 971, 1665]
ad-text: ফ্ল্যাট ভাড়া : গুলশান-১, রোড নং ২৭, ৩ বেড, ৪ বাথ, ড্রইং, ডাইনিং, কিচেন, সার্ভেন্ট বেড, পার্কিং, জেনারেটর সুবিধাসহ ফ্ল্যাট ভাড়া দেওয়া হবে। যোগাযোগ : ০১৯১২৩৪৫৬৭৮। — [32, 634, 233, 692]
headline-fer: ফের ঊর্ধ্বমুখী — [483, 988, 586, 1012]
classified-ad — [249, 350, 442, 426]
news-column-c — [989, 137, 1254, 1761]
classified-ad — [249, 437, 442, 514]
ad-text: আবশ্যক : বাসার রান্নার কাজের জন্য প্রাপ্তবয়স্ক মহিলা রাঁধুনী আবশ্যক। যোগাযোগ : ২২৬ সিদ্দিক রোড, হেমায়েতপুর, সাভার, ঢাকা। ফোন : ০১৭০৪-৪৮০৯৪৭। — [32, 264, 233, 322]
classified-ad — [32, 1025, 233, 1086]
classified-ad — [249, 1444, 442, 1489]
ad-reference: সি : ১০৩৩৭/২০ — [366, 877, 442, 889]
etender-office: Office of the Divisional Forest Officer — [614, 1552, 828, 1566]
etender-date: Date: 25/11/2020 — [905, 1579, 979, 1590]
notice-ref: ক্রি ১৯৮৫/২০ (৩×৩) — [464, 1464, 544, 1475]
ad-reference: সি : ১০৩১২/২০ — [157, 1000, 233, 1011]
article-body: (পেছনের পৃষ্ঠার পর) বিশ্বে করোনাভাইরাসে আক্রান্তের সংখ্যা ৬ কোটি ছাড়িয়েছে। মৃত্যু ১৪ লাখের বেশি। যুক্তরাষ্ট্রে প্রতিদিন গড়ে দুই হাজারের বেশি মানুষ মারা যাচ্ছেন। ইউরোপের দেশগুলোতে সংক্রমণের দ্বিতীয় ঢেউ চলছে। — [1266, 376, 1536, 433]
ad-text: বিবিধ : কাভার ভ্যান বিক্রয় : মিনি ভ্যান ২০১৫ মডেল বিক্রয় হবে। ০১৭৫৩৩০৫৫০৬। — [249, 1502, 442, 1530]
headline-sangbadik: সাংবাদিক হুমায়ুন সাদেক চৌধুরী আর নেই — [999, 140, 1244, 187]
ad-text: প্লট বিক্রয় : ইস্টার্ন হাউজিং আফতাবনগর এফ-ব্লক ১নং রোডে ৫ কাঠা ও ৩ কাঠা, এইচ-ব্লকে ১০ কাঠার কর্নার প্লট, এল-ব্লকে ৩৯ কাঠা কর্নার প্লট বিক্রয়। ০১৭২২১২১২৩৪। — [249, 351, 442, 409]
signer-title: Divisional Forest Officer — [866, 1962, 969, 1974]
article-body: (পেছনের পৃষ্ঠার পর) আসামিদের বিরুদ্ধে প্রতারণার মাধ্যমে গ্রাহকদের ৯ কোটি টাকা আত্মসাতের অভিযোগ প্রমাণিত হয়েছে। তদন্ত কর্মকর্তা জানিয়েছেন, চক্রটি দীর্ঘদিন ধরে বিভিন্ন প্রলোভন দেখিয়ে অর্থ সংগ্রহ করছিল। — [989, 396, 1254, 454]
headline-nokoti: ৯ কোটি টাকার — [1064, 366, 1180, 389]
ad-reference: সি : ১০৩১৮/২০ — [157, 695, 233, 706]
column-divider — [446, 137, 447, 2356]
classified-ad — [32, 865, 233, 941]
